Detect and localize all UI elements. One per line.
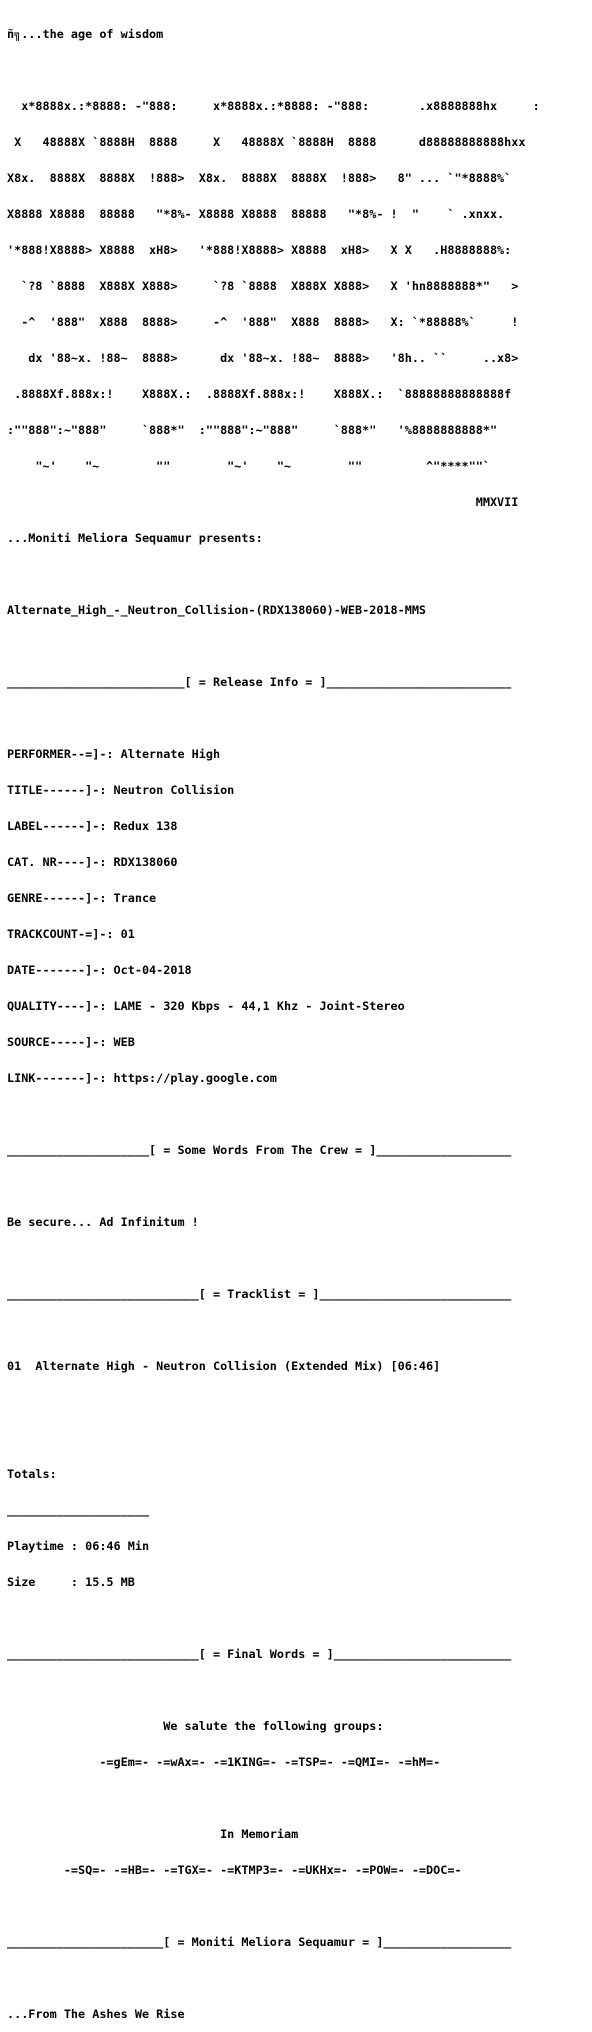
ascii-logo-line: :""888":~"888" `888*" :""888":~"888" `888*" '%8888888888*" <box>7 423 498 437</box>
nfo-text-viewer <box>0 4 592 2021</box>
ascii-logo-line: `?8 `8888 X888X X888> `?8 `8888 X888X X888> X 'hn8888888*" > <box>7 279 519 293</box>
info-genre: GENRE------]-: Trance <box>7 891 157 905</box>
memoriam-heading: In Memoriam <box>7 1827 299 1841</box>
ascii-logo-line: X8x. 8888X 8888X !888> X8x. 8888X 8888X !888> 8" ... `"*8888%` <box>7 171 512 185</box>
blank-line <box>7 1684 592 1696</box>
blank-line <box>7 1324 592 1336</box>
ascii-logo-line: X 48888X `8888H 8888 X 48888X `8888H 8888 d88888888888hxx <box>7 135 526 149</box>
blank-line <box>7 1108 592 1120</box>
ascii-logo-line: '*888!X8888> X8888 xH8> '*888!X8888> X8888 xH8> X X .H8888888%: <box>7 243 512 257</box>
info-performer: PERFORMER--=]-: Alternate High <box>7 747 221 761</box>
blank-line <box>7 568 592 580</box>
info-date: DATE-------]-: Oct-04-2018 <box>7 963 192 977</box>
footer-tagline: ...From The Ashes We Rise <box>7 2007 185 2021</box>
info-trackcount: TRACKCOUNT-=]-: 01 <box>7 927 135 941</box>
blank-line <box>7 1252 592 1264</box>
ascii-logo-line: .8888Xf.888x:! X888X.: .8888Xf.888x:! X888X.: `88888888888888f <box>7 387 512 401</box>
ascii-logo-line: "~' "~ "" "~' "~ "" ^"****""` <box>7 459 490 473</box>
blank-line <box>7 1396 592 1408</box>
section-header-group-name: ______________________[ = Moniti Meliora Sequamur = ]__________________ <box>7 1935 512 1949</box>
ascii-logo-line: X8888 X8888 88888 "*8%- X8888 X8888 88888 "*8%- ! " ` .xnxx. <box>7 207 505 221</box>
blank-line <box>7 712 592 724</box>
info-title: TITLE------]-: Neutron Collision <box>7 783 235 797</box>
info-source: SOURCE-----]-: WEB <box>7 1035 135 1049</box>
blank-line <box>7 1180 592 1192</box>
section-header-final-words: ___________________________[ = Final Words = ]_________________________ <box>7 1647 512 1661</box>
blank-line <box>7 1972 592 1984</box>
blank-line <box>7 1612 592 1624</box>
blank-line <box>7 64 592 76</box>
info-catalog-number: CAT. NR----]-: RDX138060 <box>7 855 178 869</box>
header-tagline: ñ╗...the age of wisdom <box>7 27 164 41</box>
greetings-groups: -=gEm=- -=wAx=- -=1KING=- -=TSP=- -=QMI=- -=hM=- <box>7 1755 441 1769</box>
blank-line <box>7 1900 592 1912</box>
totals-divider: ____________________ <box>7 1503 150 1517</box>
ascii-logo-line: dx '88~x. !88~ 8888> dx '88~x. !88~ 8888> '8h.. `` ..x8> <box>7 351 519 365</box>
totals-heading: Totals: <box>7 1467 57 1481</box>
crew-words-text: Be secure... Ad Infinitum ! <box>7 1215 199 1229</box>
ascii-logo-line: -^ '888" X888 8888> -^ '888" X888 8888> X: `*88888%` ! <box>7 315 519 329</box>
memoriam-groups: -=SQ=- -=HB=- -=TGX=- -=KTMP3=- -=UKHx=- -=POW=- -=DOC=- <box>7 1863 462 1877</box>
section-header-crew-words: ____________________[ = Some Words From The Crew = ]___________________ <box>7 1143 512 1157</box>
blank-line <box>7 1792 592 1804</box>
totals-size: Size : 15.5 MB <box>7 1575 135 1589</box>
logo-year: MMXVII <box>7 495 519 509</box>
ascii-logo-line: x*8888x.:*8888: -"888: x*8888x.:*8888: -"888: .x8888888hx : <box>7 99 540 113</box>
release-name: Alternate_High_-_Neutron_Collision-(RDX138060)-WEB-2018-MMS <box>7 603 427 617</box>
blank-line <box>7 1432 592 1444</box>
blank-line <box>7 640 592 652</box>
info-quality: QUALITY----]-: LAME - 320 Kbps - 44,1 Khz - Joint-Stereo <box>7 999 405 1013</box>
presents-line: ...Moniti Meliora Sequamur presents: <box>7 531 263 545</box>
greetings-heading: We salute the following groups: <box>7 1719 384 1733</box>
info-label: LABEL------]-: Redux 138 <box>7 819 178 833</box>
tracklist-item: 01 Alternate High - Neutron Collision (Extended Mix) [06:46] <box>7 1359 441 1373</box>
info-link: LINK-------]-: https://play.google.com <box>7 1071 277 1085</box>
section-header-release-info: _________________________[ = Release Info = ]__________________________ <box>7 675 512 689</box>
section-header-tracklist: ___________________________[ = Tracklist = ]___________________________ <box>7 1287 512 1301</box>
totals-playtime: Playtime : 06:46 Min <box>7 1539 150 1553</box>
